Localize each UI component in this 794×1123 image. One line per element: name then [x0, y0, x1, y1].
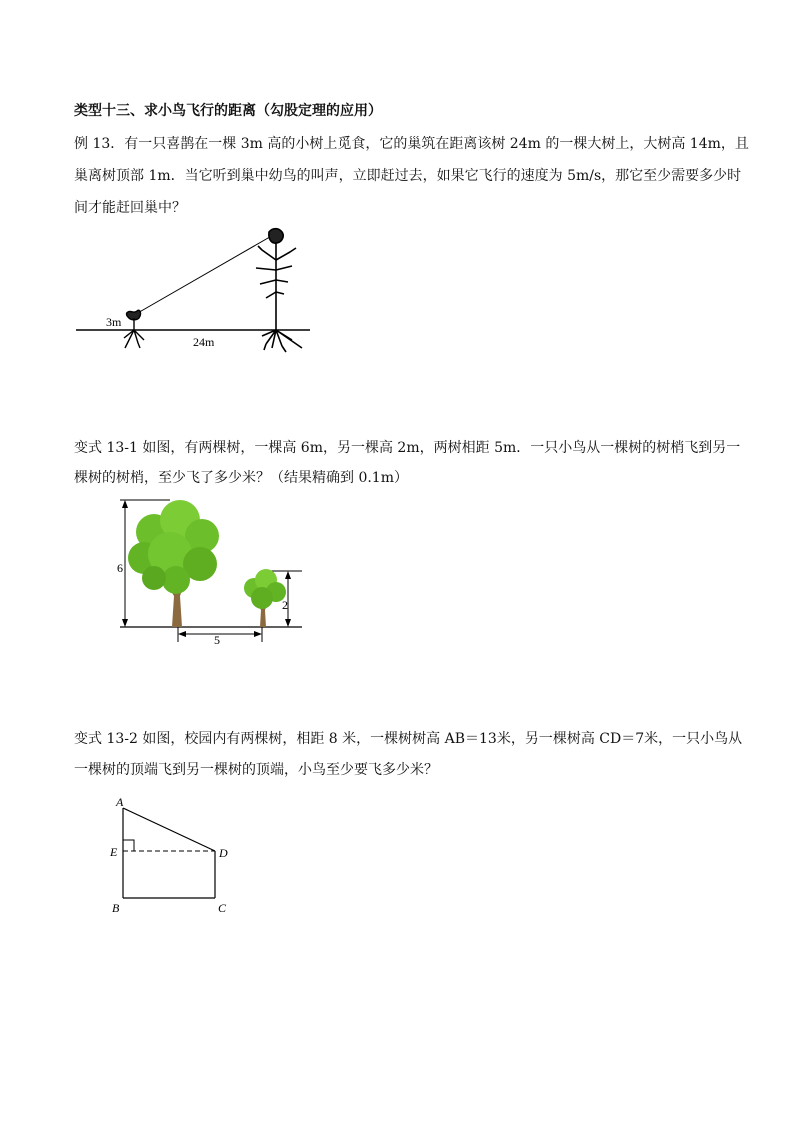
- right-angle-mark: [123, 840, 134, 851]
- point-b-label: B: [112, 901, 120, 915]
- variant13-1-text-line1: 变式 13-1 如图，有两棵树，一棵高 6m，另一棵高 2m，两树相距 5m．一只小鸟从一棵树的树梢飞到另一: [74, 440, 741, 456]
- big-tree: [256, 229, 302, 352]
- variant13-1-text-line2: 棵树的树梢，至少飞了多少米？（结果精确到 0.1m）: [74, 470, 408, 486]
- variant13-1-figure: [110, 492, 310, 652]
- point-e-label: E: [110, 845, 118, 859]
- example13-text-line3: 间才能赶回巢中？: [74, 200, 186, 216]
- segment-ad: [123, 808, 215, 851]
- example13-text-line2: 巢离树顶部 1m．当它听到巢中幼鸟的叫声，立即赶过去，如果它飞行的速度为 5m/s，那它至少需要多少时: [74, 168, 742, 184]
- tall-tree: [128, 500, 219, 627]
- section-heading: 类型十三、求小鸟飞行的距离（勾股定理的应用）: [74, 103, 382, 119]
- small-tree: [124, 310, 144, 348]
- example13-text-line1: 例 13．有一只喜鹊在一棵 3m 高的小树上觅食，它的巢筑在距离该树 24m 的一棵大树上，大树高 14m，且: [74, 136, 749, 152]
- variant13-2-figure: [100, 790, 250, 920]
- example13-figure: [70, 222, 320, 362]
- short-height-label: 2: [282, 598, 288, 612]
- tree-distance-label: 24m: [193, 335, 215, 349]
- variant13-2-text-line2: 一棵树的顶端飞到另一棵树的顶端，小鸟至少要飞多少米？: [74, 762, 438, 778]
- flight-path-line: [136, 234, 275, 314]
- tall-height-label: 6: [117, 561, 123, 575]
- point-c-label: C: [218, 901, 227, 915]
- point-d-label: D: [219, 846, 228, 860]
- variant13-2-text-line1: 变式 13-2 如图，校园内有两棵树，相距 8 米，一棵树树高 AB＝13米，另一棵树高 CD＝7米，一只小鸟从: [74, 731, 743, 747]
- short-tree: [244, 569, 286, 627]
- point-a-label: A: [116, 795, 124, 809]
- distance-label: 5: [214, 633, 220, 647]
- small-tree-height-label: 3m: [106, 315, 122, 329]
